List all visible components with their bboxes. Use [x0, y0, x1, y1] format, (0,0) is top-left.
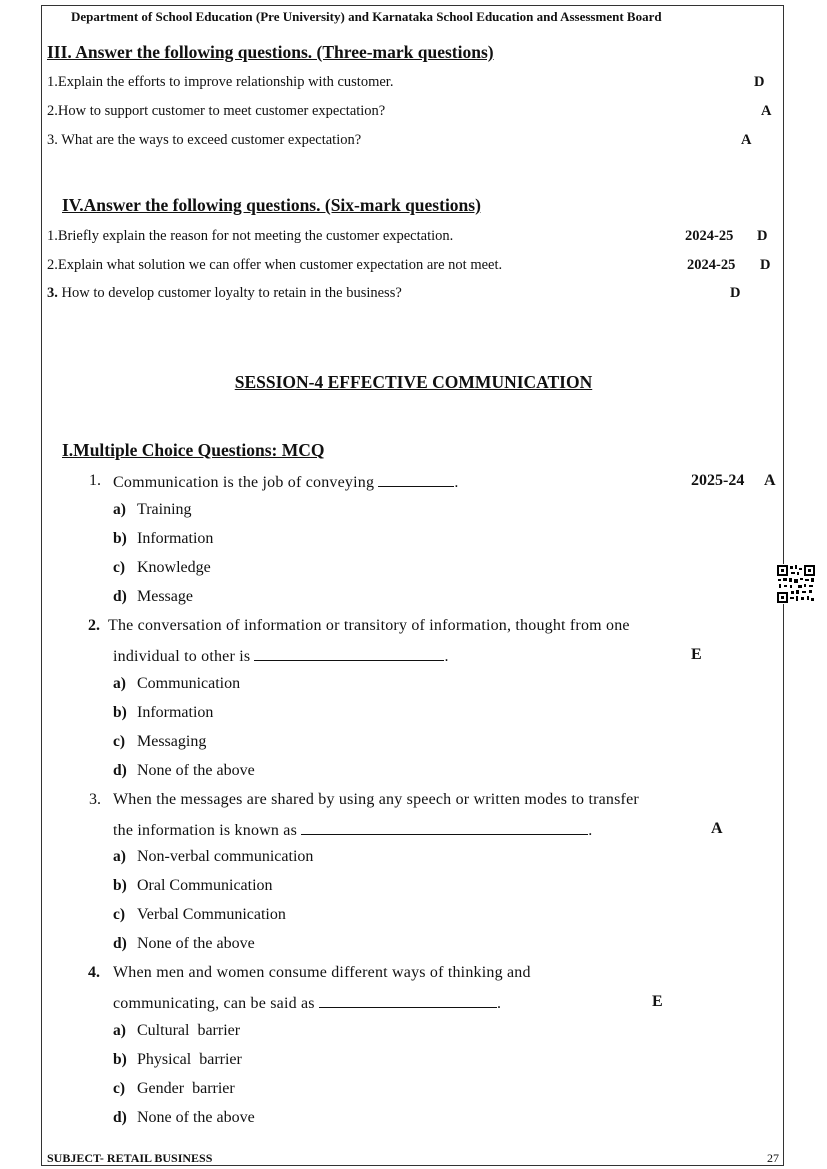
option-letter: a)	[113, 501, 126, 518]
section4-level-1: D	[757, 228, 768, 244]
option-letter: b)	[113, 1051, 127, 1068]
section4-year-2: 2024-25	[687, 257, 736, 273]
mcq-q3-option-b: Oral Communication	[137, 877, 273, 894]
mcq-q3-option-d: None of the above	[137, 935, 255, 952]
section3-question-3: 3. What are the ways to exceed customer expectation?	[47, 132, 362, 148]
mcq-q1-text	[113, 472, 459, 492]
section4-heading: IV.Answer the following questions. (Six-mark questions)	[62, 195, 481, 215]
mcq-q2-level: E	[691, 646, 702, 663]
mcq-heading: I.Multiple Choice Questions: MCQ	[62, 440, 325, 460]
section3-question-2: 2.How to support customer to meet customer expectation?	[47, 103, 386, 119]
mcq-q1-option-d: Message	[137, 588, 193, 605]
footer-subject: SUBJECT- RETAIL BUSINESS	[47, 1151, 213, 1165]
mcq-q2-line1: The conversation of information or transitory of information, thought from one	[108, 617, 630, 634]
option-letter: b)	[113, 530, 127, 547]
mcq-q4-option-b: Physical barrier	[137, 1051, 242, 1068]
section3-heading: III. Answer the following questions. (Three-mark questions)	[47, 42, 494, 62]
section3-question-1: 1.Explain the efforts to improve relationship with customer.	[47, 74, 394, 90]
section4-question-2: 2.Explain what solution we can offer when customer expectation are not meet.	[47, 257, 503, 273]
section4-question-3-text: How to develop customer loyalty to retain in the business?	[57, 285, 402, 301]
option-letter: a)	[113, 675, 126, 692]
page-border	[41, 5, 784, 1166]
mcq-q2-option-b: Information	[137, 704, 214, 721]
qr-code-icon	[776, 564, 816, 604]
section4-level-3: D	[730, 285, 741, 301]
mcq-q1-number: 1.	[89, 472, 101, 489]
option-letter: d)	[113, 588, 127, 605]
mcq-q4-number: 4.	[88, 964, 100, 981]
mcq-q4-tail: .	[496, 995, 502, 1012]
mcq-q3-number: 3.	[89, 791, 101, 808]
option-letter: c)	[113, 559, 126, 576]
mcq-q2-option-a: Communication	[137, 675, 241, 692]
section4-question-1: 1.Briefly explain the reason for not meeting the customer expectation.	[47, 228, 454, 244]
mcq-q4-option-d: None of the above	[137, 1109, 255, 1126]
option-letter: c)	[113, 906, 126, 923]
answer-blank	[254, 646, 444, 661]
mcq-q4-option-a: Cultural barrier	[137, 1022, 241, 1039]
mcq-q1-option-c: Knowledge	[137, 559, 211, 576]
option-letter: a)	[113, 848, 126, 865]
mcq-q1-option-b: Information	[137, 530, 214, 547]
section4-year-1: 2024-25	[685, 228, 734, 244]
answer-blank	[301, 820, 588, 835]
mcq-q2-option-c: Messaging	[137, 733, 207, 750]
mcq-q2-line2	[113, 646, 449, 666]
mcq-q4-level: E	[652, 993, 663, 1010]
mcq-q1-year: 2025-24	[691, 472, 745, 489]
mcq-q1-level: A	[764, 472, 776, 489]
mcq-q3-line1: When the messages are shared by using any speech or written modes to transfer	[113, 791, 639, 808]
option-letter: c)	[113, 1080, 126, 1097]
mcq-q3-tail: .	[588, 822, 593, 839]
session-title: SESSION-4 EFFECTIVE COMMUNICATION	[234, 372, 593, 392]
page-header: Department of School Education (Pre University) and Karnataka School Education and Assessment Board	[71, 9, 662, 24]
section4-question-3	[47, 285, 402, 302]
mcq-q3-level: A	[711, 820, 723, 837]
mcq-q1-tail: .	[454, 474, 459, 491]
section3-level-2: A	[761, 103, 772, 119]
option-letter: a)	[113, 1022, 126, 1039]
option-letter: d)	[113, 762, 127, 779]
section3-level-3: A	[741, 132, 752, 148]
mcq-q4-line2-text: communicating, can be said as	[113, 995, 315, 1012]
answer-blank	[319, 993, 497, 1008]
mcq-q2-option-d: None of the above	[137, 762, 255, 779]
mcq-q4-line2	[113, 993, 501, 1013]
option-letter: b)	[113, 704, 127, 721]
section3-level-1: D	[754, 74, 765, 90]
option-letter: d)	[113, 935, 127, 952]
section4-level-2: D	[760, 257, 771, 273]
mcq-q4-option-c: Gender barrier	[137, 1080, 235, 1097]
mcq-q3-line2-text: the information is known as	[113, 822, 298, 839]
mcq-q2-tail: .	[444, 648, 449, 665]
mcq-q1-option-a: Training	[137, 501, 192, 518]
mcq-q2-line2-text: individual to other is	[113, 648, 251, 665]
answer-blank	[378, 472, 454, 487]
section4-question-3-num: 3.	[47, 285, 58, 301]
option-letter: b)	[113, 877, 127, 894]
option-letter: c)	[113, 733, 126, 750]
mcq-q3-option-c: Verbal Communication	[137, 906, 286, 923]
mcq-q3-line2	[113, 820, 592, 840]
mcq-q1-line1: Communication is the job of conveying	[113, 474, 375, 491]
option-letter: d)	[113, 1109, 127, 1126]
mcq-q3-option-a: Non-verbal communication	[137, 848, 314, 865]
page-number: 27	[767, 1151, 779, 1165]
mcq-q4-line1: When men and women consume different ways of thinking and	[113, 964, 531, 981]
mcq-q2-number: 2.	[88, 617, 100, 634]
